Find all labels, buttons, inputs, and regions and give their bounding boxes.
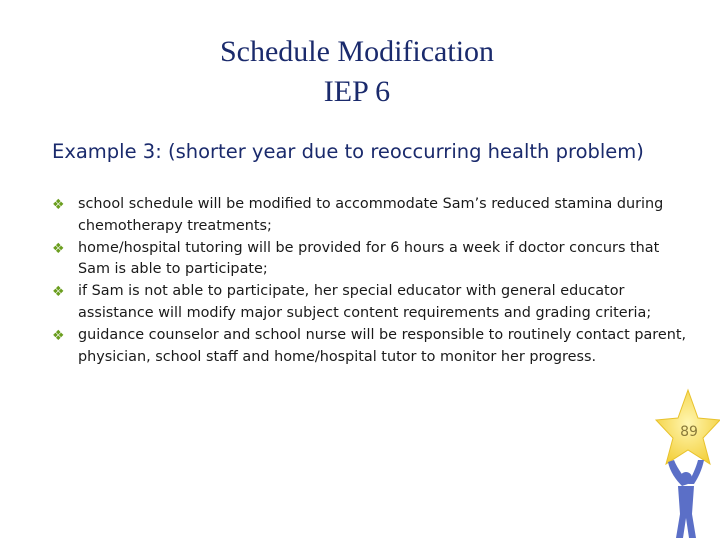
- person-figure-icon: [668, 460, 704, 538]
- list-item: [52, 281, 692, 325]
- diamond-bullet-icon: ❖: [52, 284, 65, 301]
- bullet-text: guidance counselor and school nurse will be responsible to routinely contact parent, physician, school staff and home/hospital tutor to monitor her progress.: [78, 326, 687, 365]
- page-number: 89: [680, 424, 698, 440]
- example-heading: Example 3: (shorter year due to reoccurring health problem): [52, 140, 644, 163]
- bullet-list: [52, 194, 692, 368]
- bullet-text: if Sam is not able to participate, her special educator with general educator assistance will modify major subject content requirements and grading criteria;: [78, 283, 652, 321]
- slide-title-line-2: IEP 6: [323, 75, 391, 108]
- list-item: [52, 194, 692, 238]
- diamond-bullet-icon: ❖: [52, 327, 65, 344]
- list-item: [52, 238, 692, 282]
- diamond-bullet-icon: ❖: [52, 197, 65, 213]
- bullet-text: home/hospital tutoring will be provided for 6 hours a week if doctor concurs that Sam is able to participate;: [78, 239, 660, 278]
- bullet-text: school schedule will be modified to accommodate Sam’s reduced stamina during chemotherapy treatments;: [78, 196, 664, 234]
- list-item: [52, 325, 692, 369]
- slide-title-line-1: Schedule Modification: [219, 35, 495, 68]
- star-figure-icon: [648, 388, 720, 540]
- diamond-bullet-icon: ❖: [52, 240, 65, 257]
- slide-title: [0, 32, 714, 112]
